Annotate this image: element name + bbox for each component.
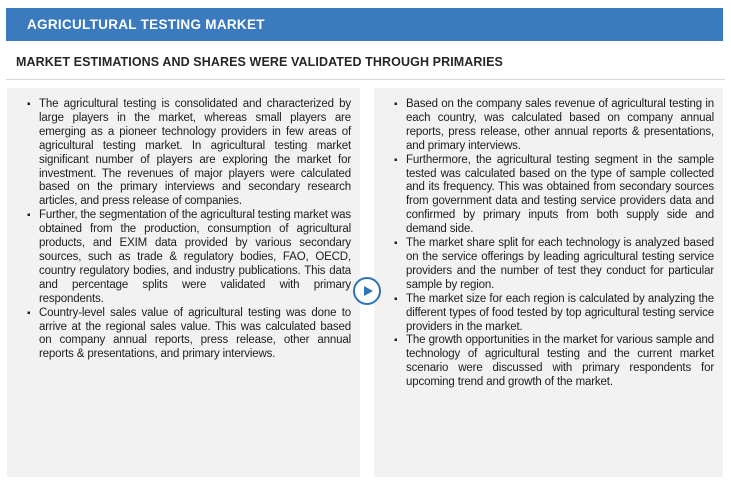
bullet-item: ▪ Furthermore, the agricultural testing segment in the sample tested was calculated based on the type of sample collected and its frequency. This was obtained from secondary sources from government data and testing service providers data and confirmed by primary inputs from both supply side and demand side.	[394, 154, 714, 237]
bullet-item: ▪ The growth opportunities in the market for various sample and technology of agricultural testing and the current market scenario were discussed with primary respondents for upcoming trend and growth of the market.	[394, 334, 714, 390]
subtitle-divider	[6, 79, 725, 80]
bullet-item: ▪ The market share split for each technology is analyzed based on the service offerings by leading agricultural testing service providers and the number of test they conduct for particular sample by region.	[394, 237, 714, 293]
bullet-item: ▪ Country-level sales value of agricultural testing was done to arrive at the regional sales value. This was calculated based on company annual reports, press release, other annual reports & presentations, and primary interviews.	[27, 307, 351, 363]
bullet-item: ▪ Further, the segmentation of the agricultural testing market was obtained from the production, consumption of agricultural products, and EXIM data provided by various secondary sources, such as trade & regulatory bodies, FAO, OECD, country regulatory bodies, and industry publications. This data and percentage splits were validated with primary respondents.	[27, 209, 351, 306]
bullet-item: ▪ The agricultural testing is consolidated and characterized by large players in the market, whereas small players are emerging as a pioneer technology providers in few areas of agricultural testing market. In agricultural testing market significant number of players are exploring the market for investment. The revenues of major players were calculated based on the primary interviews and secondary research articles, and press release of companies.	[27, 98, 351, 209]
bullet-list-left	[7, 88, 360, 362]
left-column-panel	[7, 88, 360, 477]
page-title: AGRICULTURAL TESTING MARKET	[27, 17, 265, 32]
bullet-list-right	[374, 88, 723, 390]
play-icon	[364, 286, 373, 296]
right-column-panel	[374, 88, 723, 477]
header-bar	[6, 8, 723, 41]
slide-subtitle: MARKET ESTIMATIONS AND SHARES WERE VALIDATED THROUGH PRIMARIES	[16, 55, 503, 69]
bullet-item: ▪ The market size for each region is calculated by analyzing the different types of food tested by top agricultural testing service providers in the market.	[394, 293, 714, 335]
play-button[interactable]	[353, 277, 381, 305]
bullet-item: ▪ Based on the company sales revenue of agricultural testing in each country, was calculated based on company annual reports, press release, other annual reports & presentations, and primary interviews.	[394, 98, 714, 154]
